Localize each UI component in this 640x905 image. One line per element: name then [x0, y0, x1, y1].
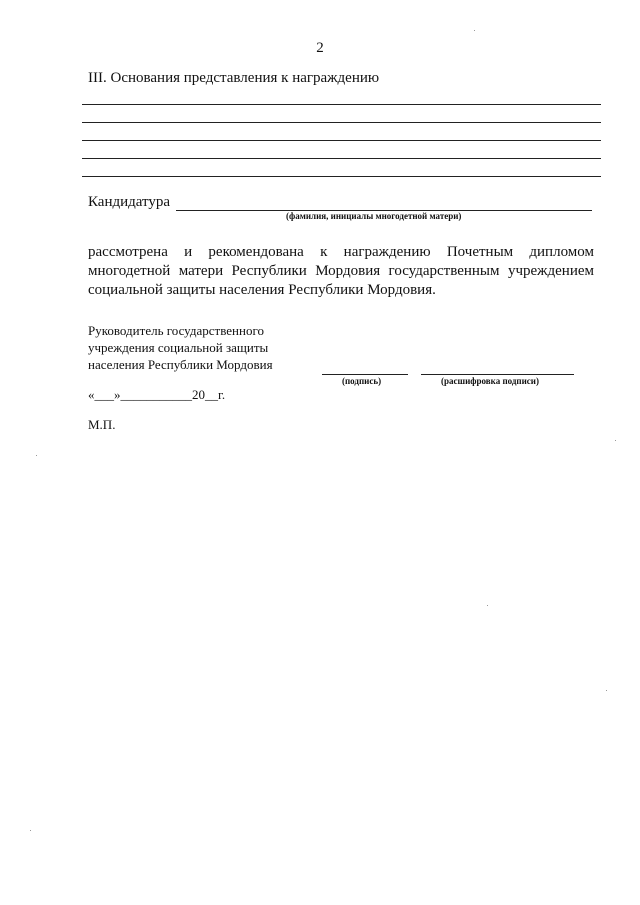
page-number: 2 [316, 40, 324, 56]
recommendation-line: социальной защиты населения Республики Мордовия. [88, 282, 436, 298]
recommendation-paragraph [88, 243, 594, 300]
candidate-label: Кандидатура [88, 194, 171, 210]
section-title: III. Основания представления к награждению [88, 70, 380, 86]
scan-speck [30, 830, 31, 831]
signer-line: населения Республики Мордовия [88, 357, 273, 372]
signer-line: учреждения социальной защиты [88, 340, 269, 355]
signature-caption: (подпись) [342, 376, 382, 386]
candidate-caption: (фамилия, инициалы многодетной матери) [286, 211, 462, 221]
blank-line [82, 122, 601, 123]
scan-speck [474, 30, 475, 31]
recommendation-line: рассмотрена и рекомендована к награждению Почетным дипломом [88, 244, 594, 260]
recommendation-line: многодетной матери Республики Мордовия государственным учреждением [88, 263, 594, 279]
signature-blank-line [322, 374, 408, 375]
scan-speck [606, 690, 607, 691]
stamp-label: М.П. [88, 417, 116, 432]
signer-line: Руководитель государственного [88, 323, 264, 338]
blank-line [82, 158, 601, 159]
blank-line [82, 176, 601, 177]
decoding-blank-line [421, 374, 574, 375]
scan-speck [615, 440, 616, 441]
scan-speck [36, 455, 37, 456]
date-line: «___»___________20__г. [88, 387, 226, 402]
blank-line [82, 140, 601, 141]
scan-speck [487, 605, 488, 606]
signer-title [88, 322, 318, 373]
blank-line [82, 104, 601, 105]
decoding-caption: (расшифровка подписи) [441, 376, 539, 386]
